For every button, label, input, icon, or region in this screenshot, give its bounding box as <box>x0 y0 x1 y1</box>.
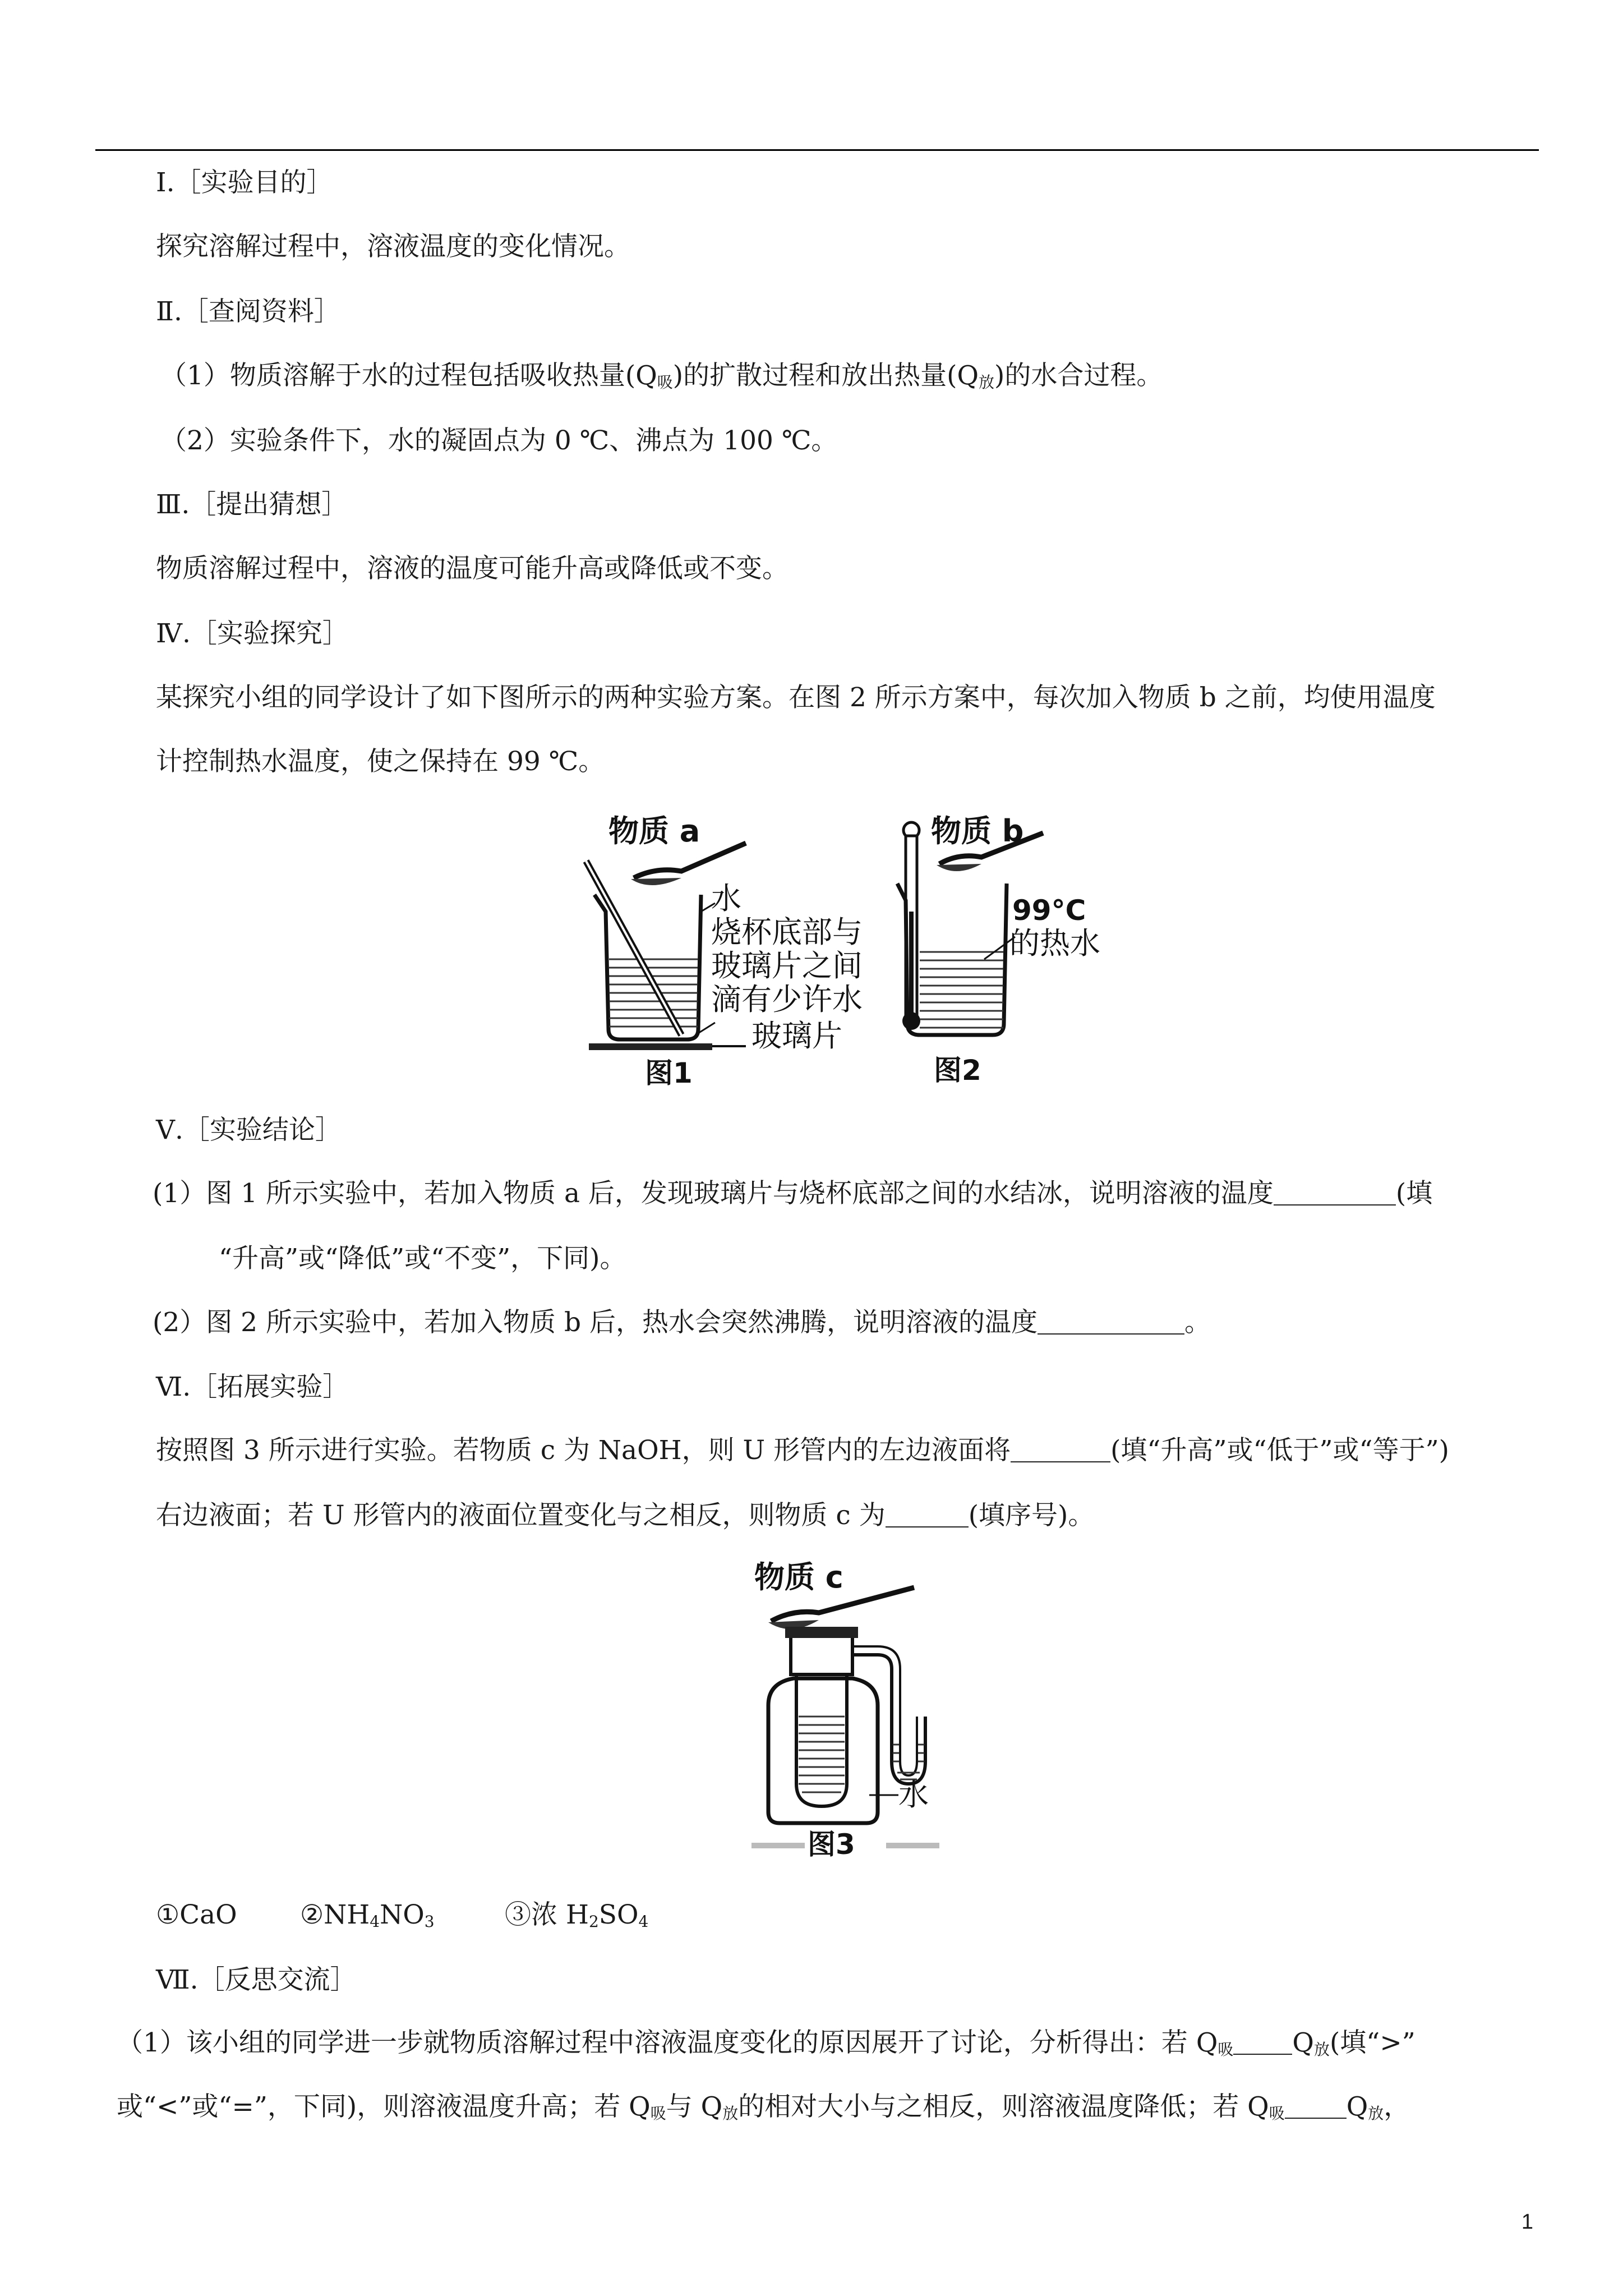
option-2: $②NH_4NO_3$ <box>300 1899 435 1931</box>
answer-blank-1[interactable] <box>1274 1182 1396 1205</box>
fig1-caption: 图1 <box>645 1057 693 1089</box>
sec7-para-line2: 或“<”或“=”，下同)，则溶液温度升高；若 $Q_吸$与 $Q_放$的相对大小与之相反，则溶液温度降低；若 $Q_吸$ $Q_放$， <box>117 2091 1410 2123</box>
sec7-title: Ⅶ.［反思交流］ <box>156 1964 357 1995</box>
fig1-substance-label: 物质 a <box>608 813 700 849</box>
sec7-para-line1: （1）该小组的同学进一步就物质溶解过程中溶液温度变化的原因展开了讨论，分析得出：若 $Q_吸$ $Q_放$(填“>” <box>117 2027 1415 2059</box>
page-number: 1 <box>1521 2210 1533 2234</box>
sec2-para2: （2）实验条件下，水的凝固点为 0 ℃、沸点为 100 ℃。 <box>160 425 838 456</box>
sec6-title: Ⅵ.［拓展实验］ <box>156 1372 349 1402</box>
sec5-para2: (2）图 2 所示实验中，若加入物质 b 后，热水会突然沸腾，说明溶液的温度 。 <box>153 1307 1211 1338</box>
header-rule <box>95 149 1539 151</box>
fig1-note-line1: 烧杯底部与 <box>711 914 863 950</box>
sec3-body: 物质溶解过程中，溶液的温度可能升高或降低或不变。 <box>156 553 789 584</box>
fig1-note-line3: 滴有少许水 <box>711 982 863 1017</box>
sec1-title: Ⅰ.［实验目的］ <box>156 167 333 198</box>
figure-2 <box>897 813 1100 1087</box>
fig3-substance-label: 物质 c <box>754 1559 843 1595</box>
sec4-title: Ⅳ.［实验探究］ <box>156 618 349 649</box>
answer-blank-5[interactable] <box>1233 2031 1292 2055</box>
option-1: ①CaO <box>156 1899 237 1930</box>
sec5-para1-line1: (1）图 1 所示实验中，若加入物质 a 后，发现玻璃片与烧杯底部之间的水结冰，说明溶液的温度 (填 <box>153 1178 1433 1209</box>
figure-1 <box>586 813 863 1089</box>
fig1-water-label: 水 <box>711 881 741 916</box>
answer-blank-3[interactable] <box>1011 1439 1110 1462</box>
fig3-water-label: 水 <box>898 1777 929 1812</box>
figure-1-2 <box>561 799 1122 1091</box>
sec1-body: 探究溶解过程中，溶液温度的变化情况。 <box>156 231 630 262</box>
option-3: ③浓 $H_2SO_4$ <box>505 1899 649 1931</box>
sec2-para1: （1）物质溶解于水的过程包括吸收热量$(Q_吸)$的扩散过程和放出热量$(Q_放)$的水合过程。 <box>160 360 1163 392</box>
sec5-title: Ⅴ.［实验结论］ <box>156 1115 342 1145</box>
answer-blank-6[interactable] <box>1285 2095 1347 2119</box>
fig2-temp-label: 99°C <box>1012 894 1086 927</box>
sec4-body-line2: 计控制热水温度，使之保持在 99 ℃。 <box>156 746 605 777</box>
sec6-para-line1: 按照图 3 所示进行实验。若物质 c 为 NaOH，则 U 形管内的左边液面将 (填“升高”或“低于”或“等于”) <box>156 1435 1449 1466</box>
sec5-para1-line2: “升高”或“降低”或“不变”，下同)。 <box>219 1243 626 1274</box>
fig1-note-line2: 玻璃片之间 <box>711 948 863 983</box>
fig3-caption: 图3 <box>808 1828 855 1861</box>
sec4-body-line1: 某探究小组的同学设计了如下图所示的两种实验方案。在图 2 所示方案中，每次加入物质 b 之前，均使用温度 <box>156 682 1436 713</box>
fig2-hot-water-label: 的热水 <box>1009 926 1100 961</box>
fig1-glass-label: 玻璃片 <box>751 1018 842 1053</box>
answer-blank-2[interactable] <box>1038 1311 1184 1335</box>
sec6-para-line2: 右边液面；若 U 形管内的液面位置变化与之相反，则物质 c 为 (填序号)。 <box>156 1500 1095 1531</box>
answer-blank-4[interactable] <box>886 1504 969 1527</box>
sec3-title: Ⅲ.［提出猜想］ <box>156 489 348 520</box>
sec2-title: Ⅱ.［查阅资料］ <box>156 296 340 327</box>
figure-3 <box>751 1548 942 1862</box>
fig2-caption: 图2 <box>934 1054 981 1087</box>
fig2-substance-label: 物质 b <box>931 813 1024 849</box>
